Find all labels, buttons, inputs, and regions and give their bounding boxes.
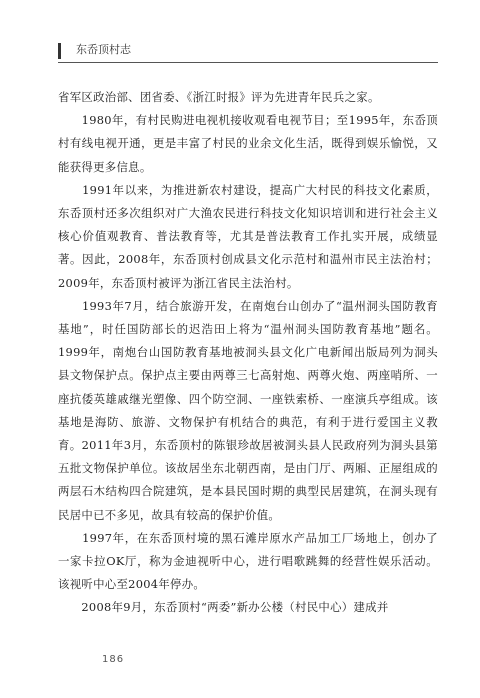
paragraph: 1991年以来，为推进新农村建设，提高广大村民的科技文化素质，东岙顶村还多次组织对广大渔农民进行科技文化知识培训和进行社会主义核心价值观教育、普法教育等，尤其是普法教育工作扎实开展，成绩显著。因此，2008年，东岙顶村创成县文化示范村和温州市民主法治村；2009年，东岙顶村被评为浙江省民主法治村。: [58, 182, 438, 290]
running-header: [58, 40, 438, 66]
paragraph: 2008年9月，东岙顶村“两委”新办公楼（村民中心）建成并: [58, 600, 389, 615]
book-title: 东岙顶村志: [76, 43, 131, 56]
page-number: 186: [102, 654, 125, 665]
paragraph: 1980年，有村民购进电视机接收观看电视节目；至1995年，东岙顶村有线电视开通，更是丰富了村民的业余文化生活，既得到娱乐愉悦，又能获得更多信息。: [58, 113, 438, 174]
paragraph: 省军区政治部、团省委、《浙江时报》评为先进青年民兵之家。: [58, 90, 380, 104]
body-text: [58, 86, 438, 620]
header-rule: [58, 62, 438, 63]
header-bar: [58, 43, 61, 59]
paragraph: 1993年7月，结合旅游开发，在南炮台山创办了“温州洞头国防教育基地”，时任国防部长的迟浩田上将为“温州洞头国防教育基地”题名。1999年，南炮台山国防教育基地被洞头县文化广电新闻出版局列为洞头县文物保护点。保护点主要由两尊三七高射炮、两尊火炮、两座哨所、一座抗倭英雄戚继光塑像、四个防空洞、一座铁索桥、一座演兵亭组成。该基地是海防、旅游、文物保护有机结合的典范，有利于进行爱国主义教育。2011年3月，东岙顶村的陈银珍故居被洞头县人民政府列为洞头县第五批文物保护单位。该故居坐东北朝西南，是由门厅、两厢、正屋组成的两层石木结构四合院建筑，是本县民国时期的典型民居建筑，在洞头现有民居中已不多见，故具有较高的保护价值。: [58, 298, 438, 522]
paragraph: 1997年，在东岙顶村境的黑石滩岸原水产品加工厂场地上，创办了一家卡拉OK厅，称为金迪视听中心，进行唱歌跳舞的经营性娱乐活动。该视听中心至2004年停办。: [58, 530, 438, 592]
